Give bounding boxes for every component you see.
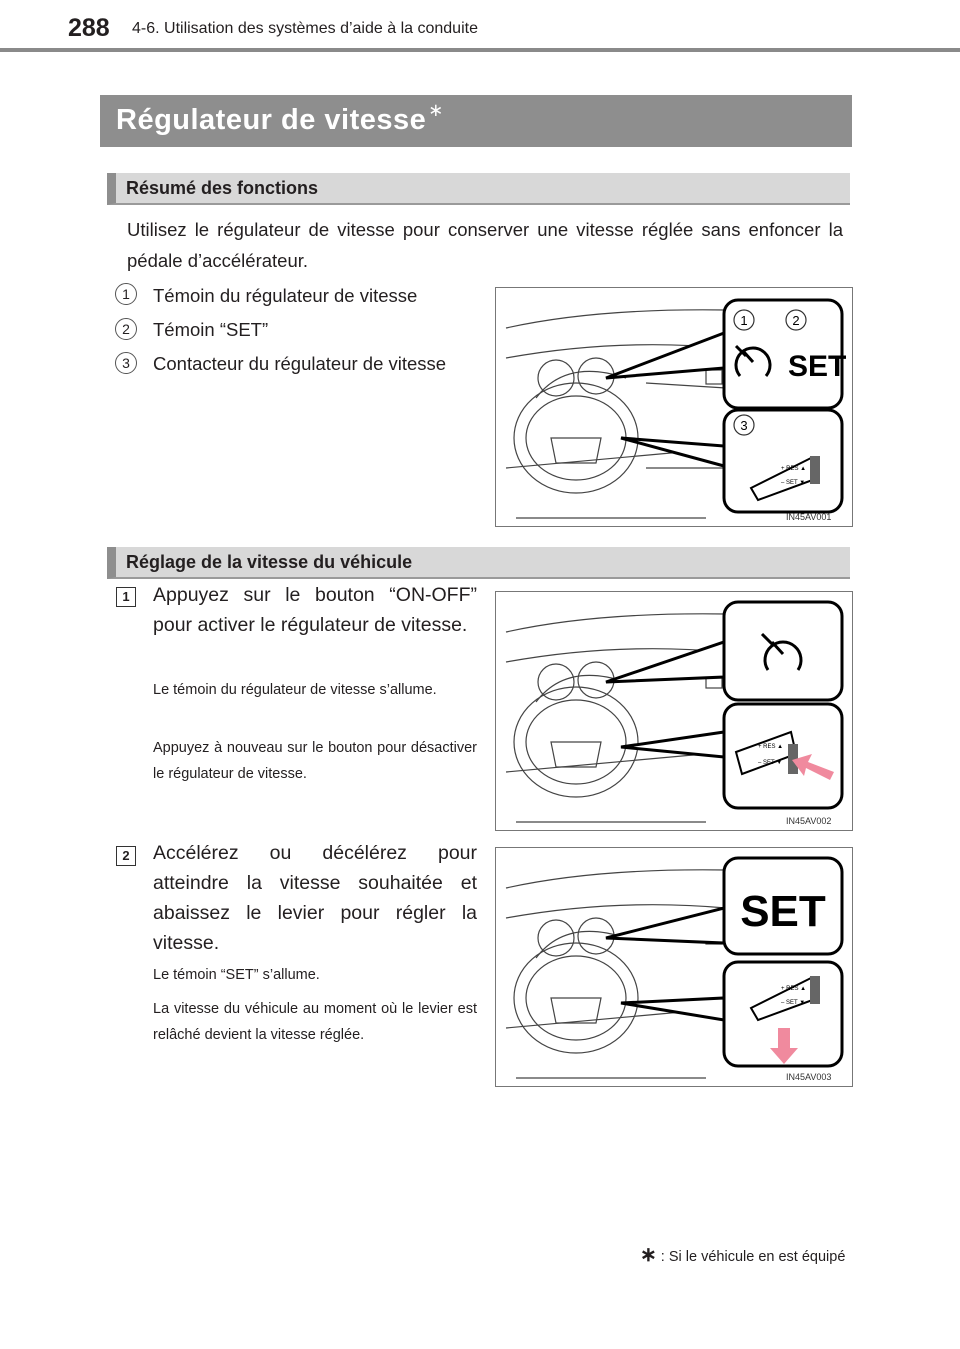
step-1-instruction: Appuyez sur le bouton “ON-OFF” pour activer le régulateur de vitesse. [153, 584, 477, 636]
chapter-title: 4-6. Utilisation des systèmes d’aide à la conduite [132, 20, 478, 37]
step-1-note-2: Appuyez à nouveau sur le bouton pour désactiver le régulateur de vitesse. [153, 740, 477, 782]
step-2-note-2: La vitesse du véhicule au moment où le levier est relâché devient la vitesse réglée. [153, 1001, 477, 1043]
step-2-note-1: Le témoin “SET” s’allume. [153, 967, 320, 983]
dashboard-illustration [496, 848, 852, 1086]
figure-code: IN45AV003 [786, 1072, 832, 1082]
asterisk-mark: ∗ [428, 100, 444, 120]
figure-set-lever [495, 847, 853, 1087]
footnote-text: : Si le véhicule en est équipé [660, 1249, 846, 1265]
callout-1: 1 [740, 313, 748, 328]
page-number: 288 [68, 14, 110, 42]
callout-number-1: 1 [115, 283, 137, 305]
legend-item-1: Témoin du régulateur de vitesse [153, 285, 418, 306]
figure-code: IN45AV001 [786, 512, 832, 522]
svg-text:+ RES ▲: + RES ▲ [781, 986, 807, 992]
set-indicator-text: SET [740, 887, 826, 936]
step-2-instruction: Accélérez ou décélérez pour atteindre la vitesse souhaitée et abaissez le levier pour régler la vitesse. [153, 842, 477, 954]
dashboard-illustration [496, 288, 852, 526]
page-title-text: Régulateur de vitesse [116, 104, 427, 136]
svg-text:– SET ▼: – SET ▼ [758, 760, 783, 766]
figure-on-off-button [495, 591, 853, 831]
step-1-note-1: Le témoin du régulateur de vitesse s’allume. [153, 682, 437, 698]
svg-text:+ RES ▲: + RES ▲ [758, 744, 784, 750]
section-heading-text: Réglage de la vitesse du véhicule [126, 552, 413, 572]
footnote [640, 1242, 845, 1267]
callout-3: 3 [740, 418, 748, 433]
svg-text:– SET ▼: – SET ▼ [781, 480, 806, 486]
intro-paragraph: Utilisez le régulateur de vitesse pour conserver une vitesse réglée sans enfoncer la pédale d’accélérateur. [127, 219, 843, 271]
svg-text:– SET ▼: – SET ▼ [781, 1000, 806, 1006]
callout-2: 2 [792, 313, 800, 328]
figure-cruise-overview [495, 287, 853, 527]
asterisk-mark: ∗ [640, 1244, 657, 1266]
section-heading-setting [107, 547, 850, 579]
dashboard-illustration [496, 592, 852, 830]
callout-number-3: 3 [115, 352, 137, 374]
legend-item-2: Témoin “SET” [153, 319, 269, 340]
section-heading-summary [107, 173, 850, 205]
callout-number-2: 2 [115, 318, 137, 340]
header-rule [0, 48, 960, 52]
set-indicator-text: SET [788, 350, 847, 383]
svg-text:+ RES ▲: + RES ▲ [781, 466, 807, 472]
figure-code: IN45AV002 [786, 816, 832, 826]
page-title [116, 100, 444, 137]
legend-item-3: Contacteur du régulateur de vitesse [153, 353, 447, 374]
step-number-2: 2 [116, 846, 136, 866]
section-heading-text: Résumé des fonctions [126, 178, 319, 198]
step-number-1: 1 [116, 587, 136, 607]
title-bar [100, 95, 852, 147]
